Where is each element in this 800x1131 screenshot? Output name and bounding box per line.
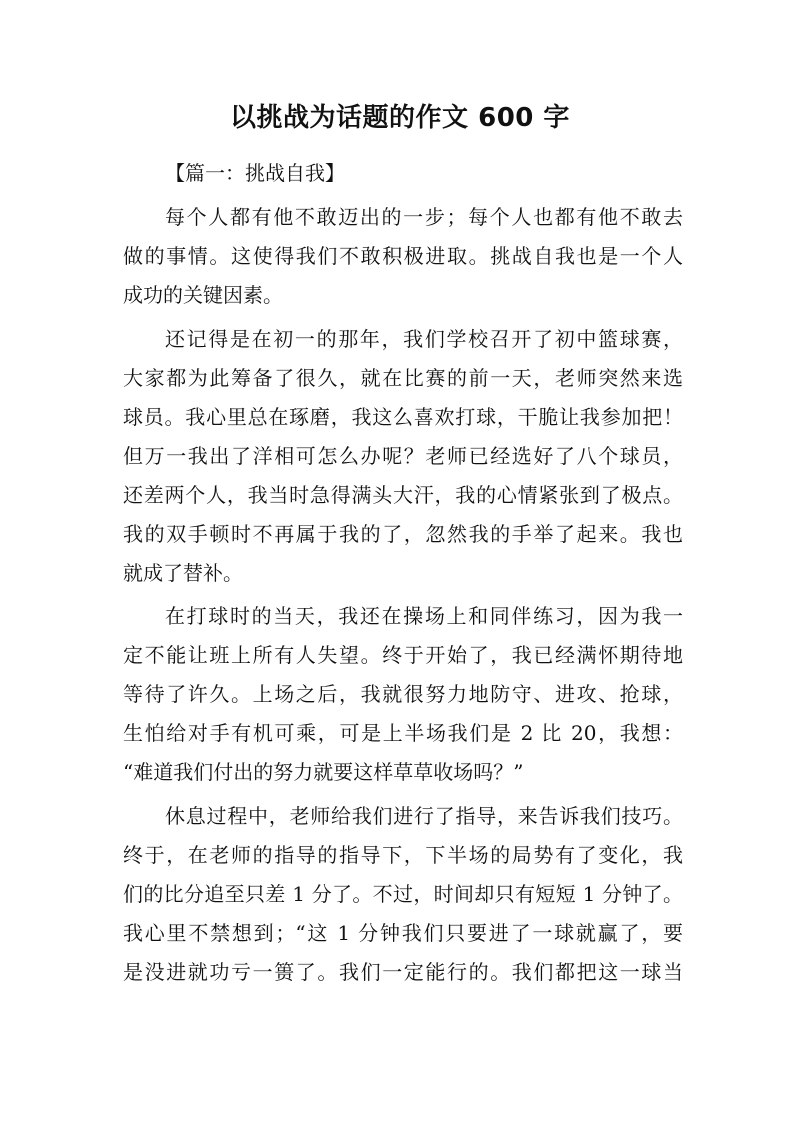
text-line: 还差两个人，我当时急得满头大汗，我的心情紧张到了极点。: [123, 482, 683, 507]
text-line: “难道我们付出的努力就要这样草草收场吗？”: [123, 760, 524, 784]
text-line: 们的比分追至只差 1 分了。不过，时间却只有短短 1 分钟了。: [123, 881, 683, 906]
paragraph: [123, 597, 683, 792]
text-line: 在打球时的当天，我还在操场上和同伴练习，因为我一: [165, 604, 683, 628]
text-line: 球员。我心里总在琢磨，我这么喜欢打球，干脆让我参加把！: [123, 404, 683, 429]
text-line: 但万一我出了洋相可怎么办呢？老师已经选好了八个球员，: [123, 443, 683, 468]
text-line: 定不能让班上所有人失望。终于开始了，我已经满怀期待地: [123, 643, 683, 667]
text-line: 大家都为此筹备了很久，就在比赛的前一天，老师突然来选: [123, 365, 683, 390]
text-line: 还记得是在初一的那年，我们学校召开了初中篮球赛，: [165, 326, 683, 351]
paragraph: [123, 320, 683, 593]
text-line: 每个人都有他不敢迈出的一步；每个人也都有他不敢去: [165, 205, 683, 229]
text-line: 成功的关键因素。: [123, 283, 283, 307]
text-line: 就成了替补。: [123, 560, 243, 585]
section-heading: 【篇一：挑战自我】: [165, 161, 345, 185]
document-title: 以挑战为话题的作文 600 字: [230, 103, 570, 133]
text-line: 等待了许久。上场之后，我就很努力地防守、进攻、抢球，: [123, 682, 683, 706]
text-line: 生怕给对手有机可乘，可是上半场我们是 2 比 20，我想：: [123, 721, 683, 745]
text-line: 做的事情。这使得我们不敢积极进取。挑战自我也是一个人: [123, 244, 683, 268]
paragraph: [123, 198, 683, 315]
text-line: 是没进就功亏一篑了。我们一定能行的。我们都把这一球当: [123, 959, 683, 984]
essay-body: [123, 198, 683, 996]
text-line: 终于，在老师的指导的指导下，下半场的局势有了变化，我: [123, 842, 683, 867]
text-line: 我心里不禁想到；“这 1 分钟我们只要进了一球就赢了，要: [123, 920, 683, 945]
text-line: 休息过程中，老师给我们进行了指导，来告诉我们技巧。: [165, 803, 683, 828]
text-line: 我的双手顿时不再属于我的了，忽然我的手举了起来。我也: [123, 521, 683, 546]
paragraph: [123, 797, 683, 992]
